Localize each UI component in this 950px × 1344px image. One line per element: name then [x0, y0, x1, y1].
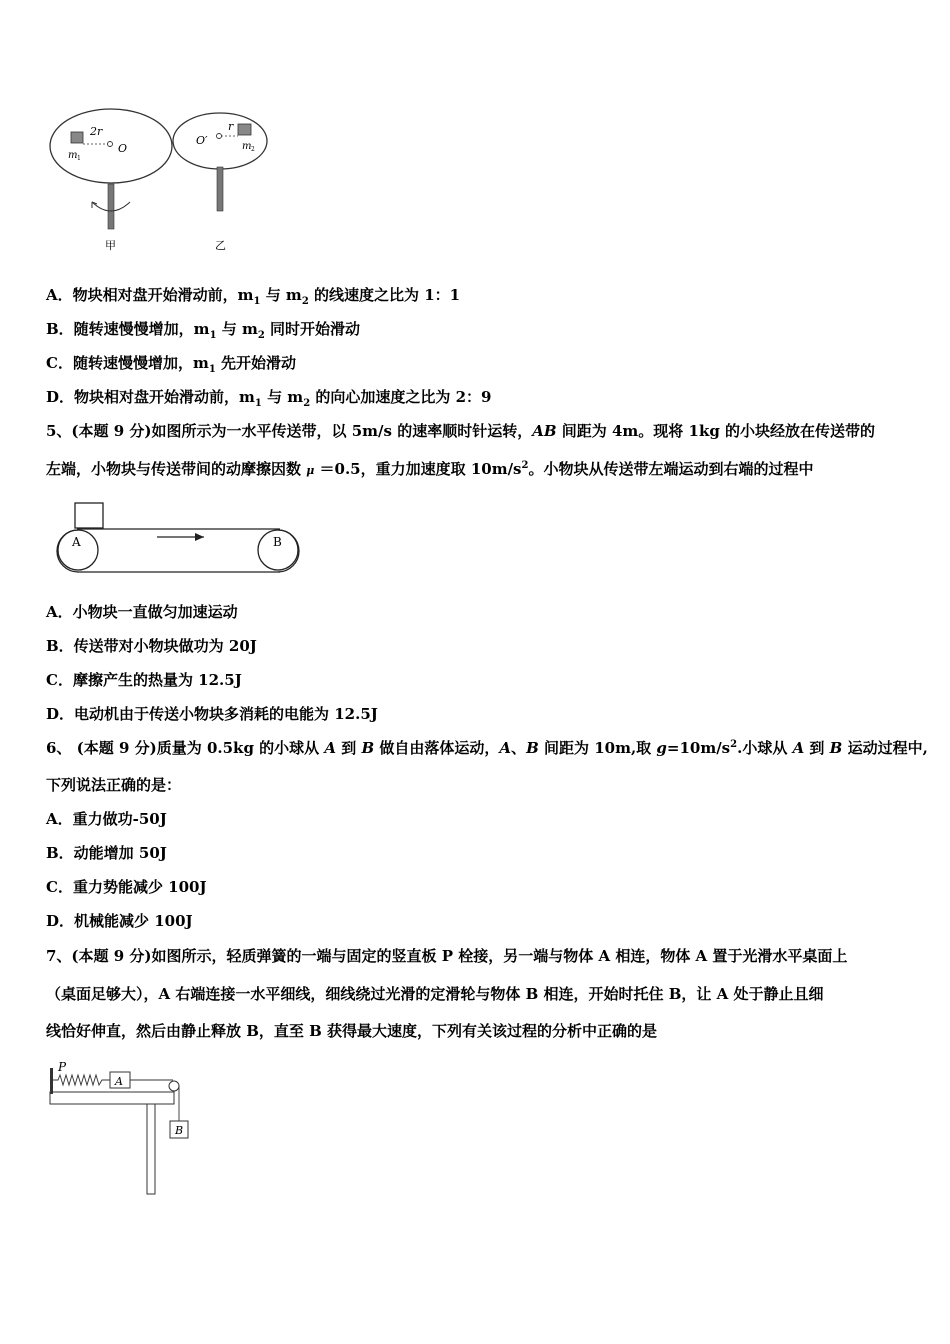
label-m2: m	[242, 141, 252, 152]
q5-stem-line2: 左端，小物块与传送带间的动摩擦因数 μ ＝0.5，重力加速度取 $10m/s^2$。小物块从传送带左端运动到右端的过程中	[46, 460, 814, 478]
table-top	[50, 1092, 174, 1104]
figure-spring-pulley	[46, 1058, 196, 1198]
label-a: A	[72, 535, 81, 549]
caption-jia: 甲	[105, 239, 116, 252]
block-m2	[238, 124, 251, 135]
table-leg	[147, 1104, 155, 1194]
shaft-right	[217, 167, 223, 211]
figure-conveyor-belt	[56, 500, 302, 576]
q5-stem-line1: 5、(本题 9 分)如图所示为一水平传送带，以 5m/s 的速率顺时针运转，AB 间距为 4m。现将 1kg 的小块经放在传送带的	[46, 422, 876, 440]
caption-yi: 乙	[215, 239, 226, 252]
q7-stem-line2: （桌面足够大），A 右端连接一水平细线，细线绕过光滑的定滑轮与物体 B 相连，开始时托住 B，让 A 处于静止且细	[46, 985, 824, 1003]
block-m1	[71, 132, 83, 143]
shaft-left	[108, 184, 114, 229]
q4-option-c: C．随转速慢慢增加，$m_1$ 先开始滑动	[46, 354, 297, 375]
label-r: r	[228, 120, 234, 133]
q5-option-a: A．小物块一直做匀加速运动	[46, 603, 238, 621]
label-2r: 2r	[90, 125, 103, 138]
q7-stem-line1: 7、(本题 9 分)如图所示，轻质弹簧的一端与固定的竖直板 P 栓接，另一端与物体 A 相连，物体 A 置于光滑水平桌面上	[46, 947, 848, 965]
label-m2-sub: 2	[251, 146, 255, 153]
label-O: O	[118, 142, 128, 155]
disc-right	[173, 113, 267, 169]
label-a: A	[115, 1075, 123, 1088]
q6-option-c: C．重力势能减少 100J	[46, 878, 207, 896]
q5-option-c: C．摩擦产生的热量为 12.5J	[46, 671, 242, 689]
spring	[53, 1075, 110, 1085]
small-block	[75, 503, 103, 528]
pulley	[169, 1081, 179, 1091]
q6-option-d: D．机械能减少 100J	[46, 912, 193, 930]
label-m1: m	[68, 150, 78, 161]
q4-option-a: A．物块相对盘开始滑动前，$m_1$ 与 $m_2$ 的线速度之比为 1：1	[46, 286, 461, 307]
q4-option-d: D．物块相对盘开始滑动前，$m_1$ 与 $m_2$ 的向心加速度之比为 2：9	[46, 388, 492, 409]
q6-option-b: B．动能增加 50J	[46, 844, 167, 862]
label-b: B	[175, 1124, 184, 1137]
q5-option-b: B．传送带对小物块做功为 20J	[46, 637, 257, 655]
figure-rotating-discs	[44, 104, 274, 256]
axis-Oprime	[217, 134, 222, 139]
label-b: B	[273, 535, 282, 549]
q5-option-d: D．电动机由于传送小物块多消耗的电能为 12.5J	[46, 705, 378, 723]
q7-stem-line3: 线恰好伸直，然后由静止释放 B，直至 B 获得最大速度，下列有关该过程的分析中正确的是	[46, 1022, 658, 1040]
axis-O	[108, 142, 113, 147]
q6-stem-line1: 6、 (本题 9 分)质量为 0.5kg 的小球从 A 到 B 做自由落体运动，A、B 间距为 10m,取 $g=10m/s^2$.小球从 A 到 B 运动过程中,	[46, 739, 928, 757]
q6-stem-line2: 下列说法正确的是：	[46, 776, 182, 794]
q6-option-a: A．重力做功-50J	[46, 810, 167, 828]
q4-option-b: B．随转速慢慢增加，$m_1$ 与 $m_2$ 同时开始滑动	[46, 320, 361, 341]
plate-p	[50, 1068, 53, 1094]
label-Oprime: O′	[196, 134, 208, 147]
label-p: P	[58, 1060, 67, 1074]
label-m1-sub: 1	[77, 155, 81, 162]
